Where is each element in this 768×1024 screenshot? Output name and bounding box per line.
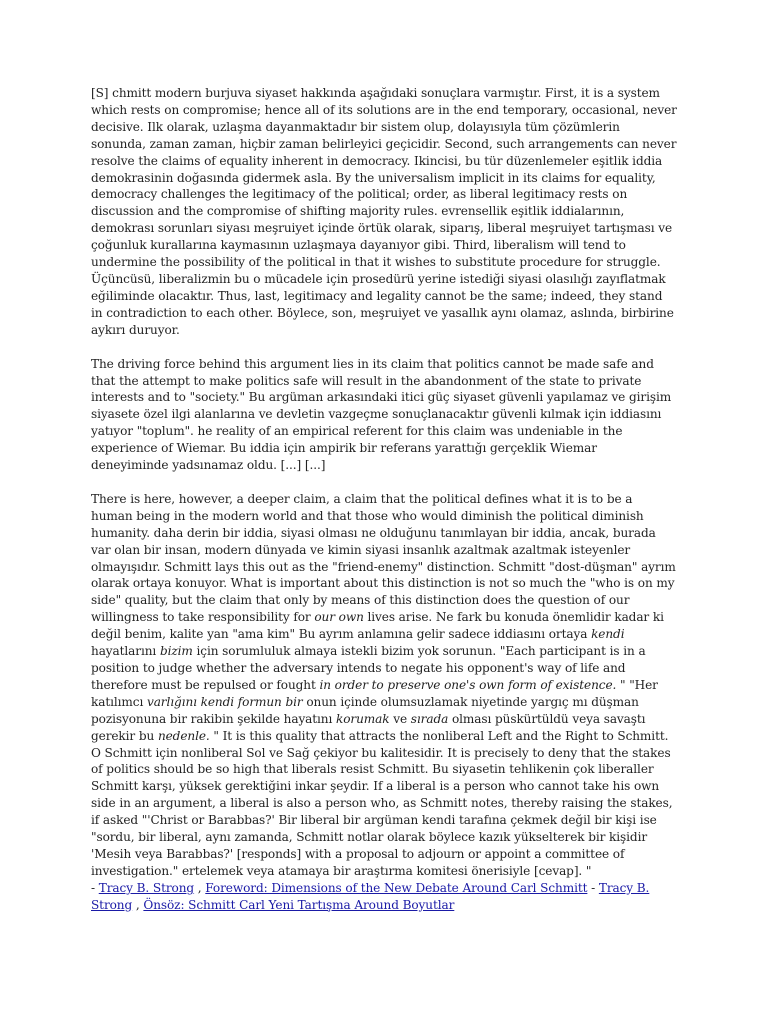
italic-text: korumak [336,711,390,726]
citation-separator: , [194,880,206,895]
italic-text: varlığını kendi formun bir [146,694,303,709]
italic-text: sırada [410,711,449,726]
document-body [91,85,677,914]
italic-text: our own [314,610,364,625]
italic-text: bizim [159,644,193,659]
italic-text: in order to preserve one's own form of existence. [319,677,617,692]
italic-text: nedenle. [157,728,210,743]
text-segment: onun içinde olumsuzlamak niyetinde yargıç mı düşman pozisyonuna bir rakibin şekilde hayatını [91,694,639,726]
text-segment: " "Her katılımcı [91,677,658,709]
citation-separator: - [587,880,599,895]
text-segment: lives arise. Ne fark bu konuda önemlidir kadar ki değil benim, kalite yan "ama kim" Bu ayrım anlamına gelir sadece iddiasını ortaya [91,610,664,642]
text-segment: olması püskürtüldü veya savaştı gerekir bu [91,711,646,743]
text-segment: ve [389,711,411,726]
paragraph-1: [S] chmitt modern burjuva siyaset hakkında aşağıdaki sonuçlara varmıştır. First, it is a system which rests on compromise; hence all of its solutions are in the end temporary, occasional, never decisive. Ilk olarak, uzlaşma dayanmaktadır bir sistem olup, dolayısıyla tüm çözümlerin sonunda, zaman zaman, hiçbir zaman belirleyici geçicidir. Second, such arrangements can never resolve the claims of equality inherent in democracy. Ikincisi, bu tür düzenlemeler eşitlik iddia demokrasinin doğasında gidermek asla. By the universalism implicit in its claims for equality, democracy challenges the legitimacy of the political; order, as liberal legitimacy rests on discussion and the compromise of shifting majority rules. evrensellik eşitlik iddialarının, demokrası sorunları siyası meşruiyet içinde örtük olarak, siparış, liberal meşruiyet tartışması ve çoğunluk kurallarına kaymasının uzlaşmaya dayanıyor gibi. Third, liberalism will tend to undermine the possibility of the political in that it wishes to substitute procedure for struggle. Üçüncüsü, liberalizmin bu o mücadele için prosedürü yerine istediği siyasi olasılığı zayıflatmak eğiliminde olacaktır. Thus, last, legitimacy and legality cannot be the same; indeed, they stand in contradiction to each other. Böylece, son, meşruiyet ve yasallık aynı olamaz, aslında, birbirine aykırı duruyor. [91,86,677,337]
text-segment: hayatlarını [91,644,160,659]
text-segment: için sorumluluk almaya istekli bizim yok sorunun. "Each participant is in a position to judge whether the adversary intends to negate his opponent's way of life and therefore must be repulsed or fought [91,644,646,692]
citation-dash: - [91,880,99,895]
author-link-1[interactable]: Tracy B. Strong [98,880,195,895]
text-segment: " It is this quality that attracts the nonliberal Left and the Right to Schmitt. O Schmitt için nonliberal Sol ve Sağ çekiyor bu kalitesidir. It is precisely to deny that the stakes of politics should be so high that liberals resist Schmitt. Bu siyasetin tehlikenin çok liberaller Schmitt karşı, yüksek gerektiğini inkar şeydir. If a liberal is a person who cannot take his own side in an argument, a liberal is also a person who, as Schmitt notes, thereby raising the stakes, if asked "'Christ or Barabbas?' Bir liberal bir argüman kendi tarafına çekmek değil bir kişi ise "sordu, bir liberal, aynı zamanda, Schmitt notlar olarak böylece kazık yükselterek bir kişidir 'Mesih veya Barabbas?' [responds] with a proposal to adjourn or appoint a committee of investigation." ertelemek veya atamaya bir araştırma komitesi önerisiyle [cevap]. " [91,728,673,878]
title-link-tr[interactable]: Önsöz: Schmitt Carl Yeni Tartışma Around Boyutlar [143,897,455,912]
italic-text: kendi [591,627,625,642]
author-link-2[interactable]: Tracy B. Strong [91,880,650,912]
paragraph-3 [91,491,677,914]
paragraph-2: The driving force behind this argument lies in its claim that politics cannot be made safe and that the attempt to make politics safe will result in the abandonment of the state to private interests and to "society." Bu argüman arkasındaki itici güç siyaset güvenli yapılamaz ve girişim siyasete özel ilgi alanlarına ve devletin vazgeçme sonuçlanacaktır güvenli kılmak için iddiasını yatıyor "toplum". he reality of an empirical referent for this claim was undeniable in the experience of Wiemar. Bu iddia için ampirik bir referans yarattığı gerçeklik Wiemar deneyiminde yadsınamaz oldu. [...] [...] [91,356,672,473]
title-link-en[interactable]: Foreword: Dimensions of the New Debate Around Carl Schmitt [205,880,588,895]
text-segment: There is here, however, a deeper claim, a claim that the political defines what it is to be a human being in the modern world and that those who would diminish the political diminish humanity. daha derin bir iddia, siyasi olması ne olduğunu tanımlayan bir iddia, ancak, burada var olan bir insan, modern dünyada ve kimin siyasi insanlık azaltmak azaltmak isteyenler olmayışıdır. Schmitt lays this out as the "friend-enemy" distinction. Schmitt "dost-düşman" ayrım olarak ortaya konuyor. What is important about this distinction is not so much the "who is on my side" quality, but the claim that only by means of this distinction does the question of our willingness to take responsibility for [91,491,676,625]
citation-separator: , [132,897,144,912]
citation-line [91,881,649,912]
